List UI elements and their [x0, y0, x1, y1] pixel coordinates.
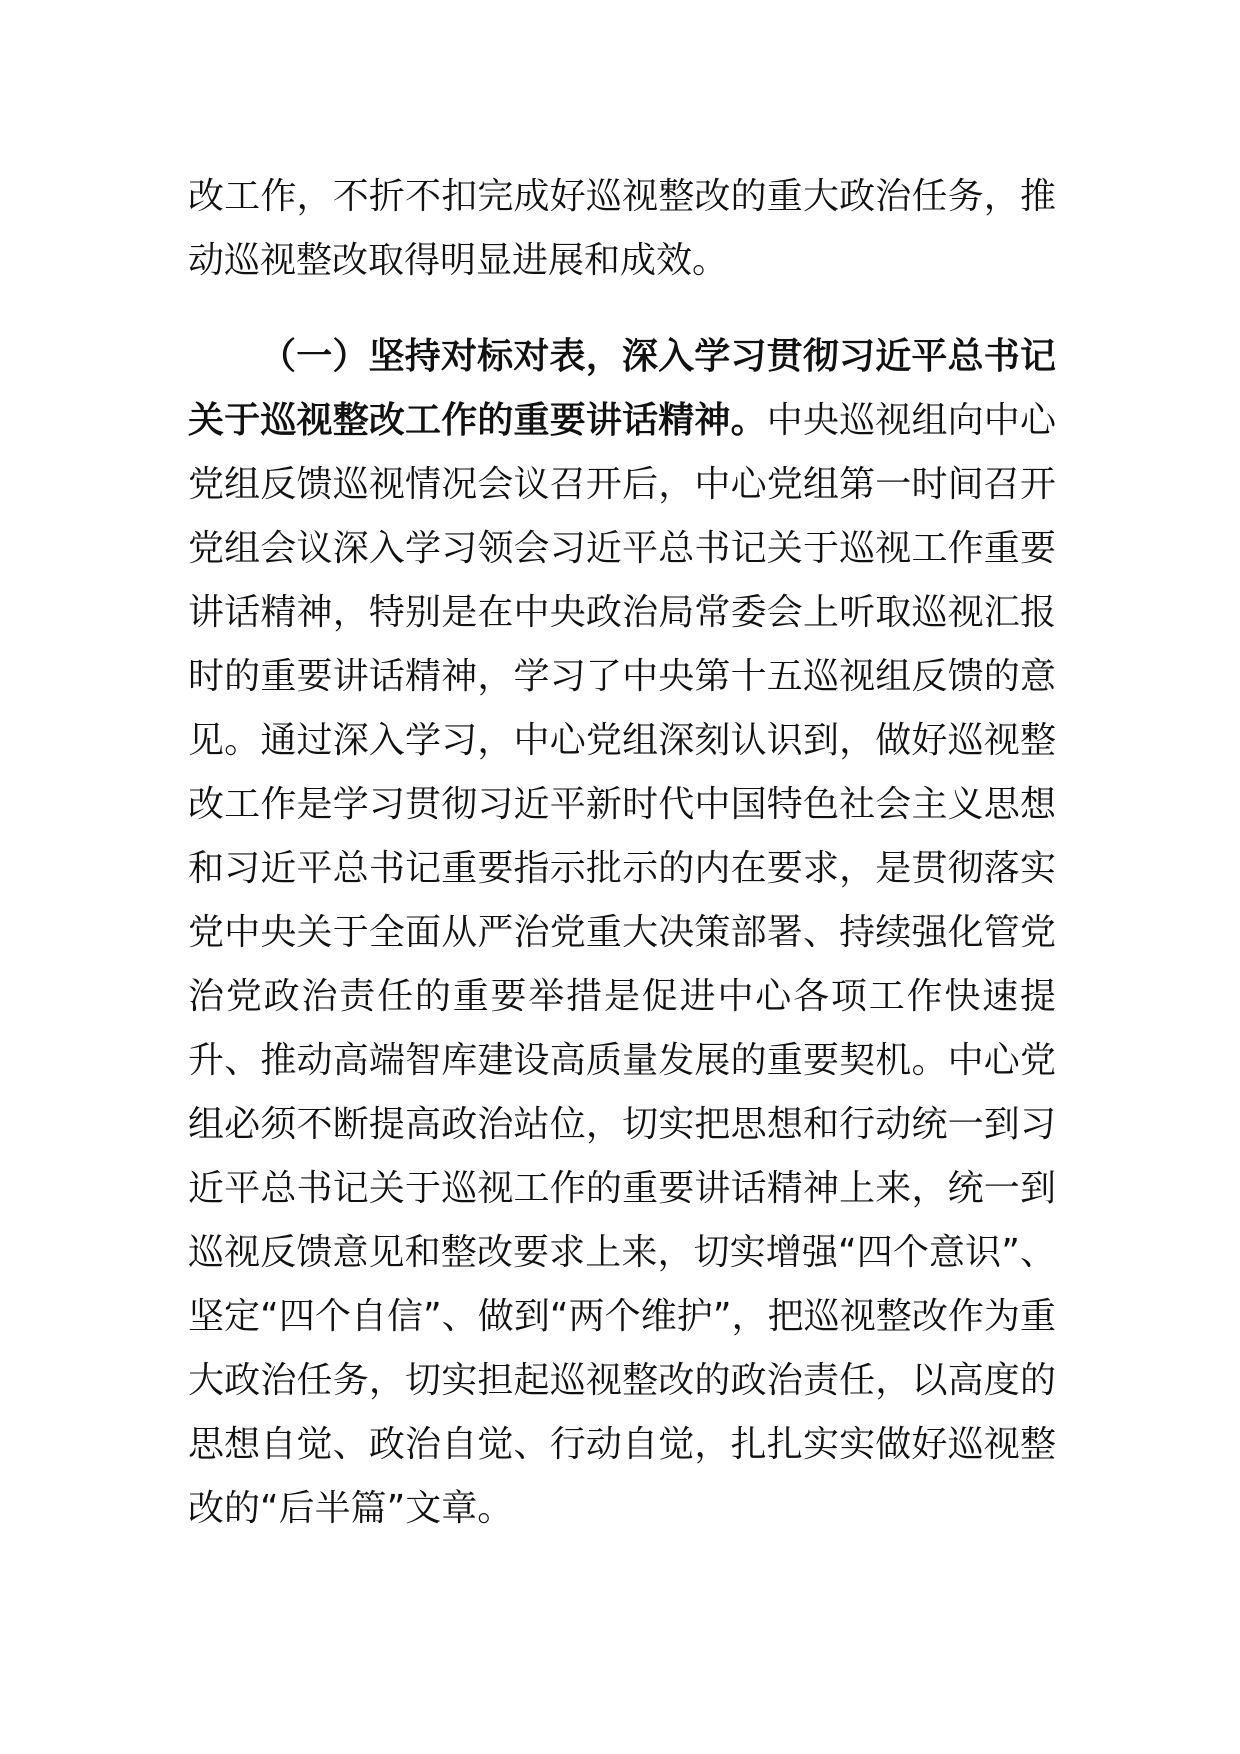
section-heading: （一）坚持对标对表，深入学习贯彻习近平总书记关于巡视整改工作的重要讲话精神。: [188, 336, 1056, 441]
section-body: 中央巡视组向中心党组反馈巡视情况会议召开后，中心党组第一时间召开党组会议深入学习领会习近平总书记关于巡视工作重要讲话精神，特别是在中央政治局常委会上听取巡视汇报时的重要讲话精神，学习了中央第十五巡视组反馈的意见。通过深入学习，中心党组深刻认识到，做好巡视整改工作是学习贯彻习近平新时代中国特色社会主义思想和习近平总书记重要指示批示的内在要求，是贯彻落实党中央关于全面从严治党重大决策部署、持续强化管党治党政治责任的重要举措是促进中心各项工作快速提升、推动高端智库建设高质量发展的重要契机。中心党组必须不断提高政治站位，切实把思想和行动统一到习近平总书记关于巡视工作的重要讲话精神上来，统一到巡视反馈意见和整改要求上来，切实增强“四个意识”、坚定“四个自信”、做到“两个维护”，把巡视整改作为重大政治任务，切实担起巡视整改的政治责任，以高度的思想自觉、政治自觉、行动自觉，扎扎实实做好巡视整改的“后半篇”文章。: [188, 400, 1056, 1529]
paragraph-section-one: [188, 325, 1056, 1541]
paragraph-continuation: 改工作，不折不扣完成好巡视整改的重大政治任务，推动巡视整改取得明显进展和成效。: [188, 176, 1056, 281]
